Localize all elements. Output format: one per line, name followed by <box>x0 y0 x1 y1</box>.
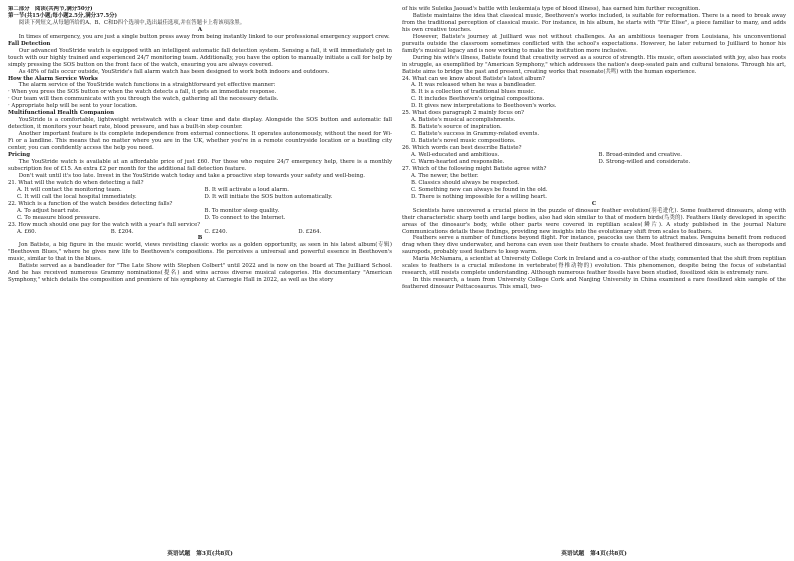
passage-c-paragraph-1: Scientists have uncovered a crucial piece in the puzzle of dinosaur feather evolution(羽毛进化). Some feathered dinosaurs, along with their characteristic sharp teeth and large bodies, also had skin similar to that of modern birds(鸟类的). Feathers likely developed in specific areas of the dinosaur's body, while other parts were covered in reptilian scales(鳞片). A study published in the journal Nature Communications details these findings, providing new insights into the evolutionary shift from scales to feathers. <box>402 207 786 235</box>
alarm-bullet-3: · Appropriate help will be sent to your location. <box>8 103 138 110</box>
option-22-b: B. To monitor sleep quality. <box>204 207 280 214</box>
heading-fall-detection: Fall Detection <box>8 40 51 47</box>
option-24-b: B. It is a collection of traditional blues music. <box>411 89 536 96</box>
question-22-options-row-2 <box>8 215 392 222</box>
question-22-options-row-1 <box>8 208 392 215</box>
passage-c-paragraph-3: Maria McNamara, a scientist at University College Cork in Ireland and a co-author of the study, commented that the shift from reptilian scales to feathers is a crucial milestone in vertebrate(脊椎动物的) evolution. This phenomenon, despite being the focus of substantial research, still resists complete understanding. Although numerous feather fossils have been studied, fossilized skin is extremely rare. <box>402 256 786 277</box>
option-26-d: D. Strong-willed and considerate. <box>598 158 691 165</box>
question-26: 26. Which words can best describe Batiste? <box>402 145 522 152</box>
option-27-d: D. There is nothing impossible for a willing heart. <box>411 193 548 200</box>
health-paragraph-1: YouStride is a comfortable, lightweight wristwatch with a clear time and date display. Alongside the SOS button and automatic fall detection, it monitors your heart rate, blood pressure, and has a built-in step counter. <box>8 117 392 131</box>
option-21-b: B. It will activate a loud alarm. <box>204 186 289 193</box>
option-25-b: B. Batiste's source of inspiration. <box>411 124 502 131</box>
question-26-options-row-2 <box>402 159 786 166</box>
section-title: 第二部分 阅读(共两节,满分50分) <box>8 6 93 12</box>
passage-b-paragraph-3: Batiste maintains the idea that classical music, Beethoven's works included, is suitable for reformation. There is a need to break away from the traditional perception of classical music. For instance, in his album, he starts with "Für Elise", a piece familiar to many, and adds his own creative touches. <box>402 12 786 33</box>
question-21-options-row-2 <box>8 194 392 201</box>
question-26-options-row-1 <box>402 152 786 159</box>
option-21-c: C. It will call the local hospital immediately. <box>17 193 137 200</box>
fall-paragraph-2: As 48% of falls occur outside, YouStride's fall alarm watch has been designed to work both indoors and outdoors. <box>18 68 330 75</box>
option-21-a: A. It will contact the monitoring team. <box>17 186 122 193</box>
question-23: 23. How much should one pay for the watch with a year's full service? <box>8 221 201 228</box>
option-21-d: D. It will initiate the SOS button automatically. <box>204 193 333 200</box>
option-24-a: A. It was released when he was a bandleader. <box>411 82 536 89</box>
alarm-bullet-2: · Our team will then communicate with you through the watch, gathering all the necessary details. <box>8 96 279 103</box>
option-25-a: A. Batiste's musical accomplishments. <box>411 117 516 124</box>
option-27-a: A. The newer, the better. <box>411 172 479 179</box>
question-27: 27. Which of the following might Batiste agree with? <box>402 165 547 172</box>
option-23-d: D. £264. <box>298 228 322 235</box>
footer-page-3: 英语试题 第3页(共8页) <box>167 551 233 557</box>
option-22-a: A. To adjust heart rate. <box>17 207 81 214</box>
fall-paragraph-1: Our advanced YouStride watch is equipped with an intelligent automatic fall detection system. Sensing a fall, it will immediately get in touch with our highly trained and experienced 24/7 monitoring team. Additionally, you have the option to manually initiate a call for help by simply pressing the SOS button on the front face of the watch, ensuring you are always covered. <box>8 47 392 68</box>
passage-b-continuation: of his wife Suleika Jaouad's battle with leukemia(a type of blood illness), has earned him further recognition. <box>402 6 701 12</box>
passage-a-label: A <box>197 26 203 33</box>
option-23-c: C. £240. <box>204 228 228 235</box>
passage-a-intro: In times of emergency, you are just a single button press away from being instantly linked to our professional emergency support crew. <box>18 33 390 40</box>
instruction-text: 阅读下列短文,从每题所给的A、B、C和D四个选项中,选出最佳选项,并在答题卡上将该项涂黑。 <box>18 19 246 26</box>
passage-b-label: B <box>197 235 203 242</box>
alarm-bullet-1: · When you press the SOS button or when the watch detects a fall, it gets an immediate response. <box>8 89 277 96</box>
question-22: 22. Which is a function of the watch besides detecting falls? <box>8 200 173 207</box>
passage-c-label: C <box>591 200 597 207</box>
health-paragraph-2: Another important feature is its complete independence from external connections. It operates autonomously, without the need for Wi-Fi or a landline. This means that no matter where you are in the UK, whether you're in a remote countryside location or a bustling city center, you can confidently access the help you need. <box>8 131 392 152</box>
option-27-b: B. Classics should always be respected. <box>411 179 520 186</box>
page-4-column <box>402 6 786 546</box>
option-24-d: D. It gives new interpretations to Beethoven's works. <box>411 103 557 110</box>
option-26-a: A. Well-educated and ambitious. <box>411 152 500 159</box>
passage-b-paragraph-4: However, Batiste's journey at Juilliard was not without challenges. As an ambitious teenager from Louisiana, his unconventional pursuits outside the classroom sometimes conflicted with the school's expectations. However, he later returned to Juilliard to honor his family's musical legacy and is now working to make the institution more inclusive. <box>402 33 786 54</box>
question-25: 25. What does paragraph 2 mainly focus on? <box>402 110 525 117</box>
page-3-column <box>8 6 392 546</box>
passage-b-paragraph-1: Jon Batiste, a big figure in the music world, views revisiting classic works as a golden opportunity, as seen in his latest album(专辑) "Beethoven Blues," where he gives new life to Beethoven's compositions. He perceives a universal and powerful essence in Beethoven's music, similar to that in the blues. <box>8 242 392 263</box>
option-23-b: B. £204. <box>110 228 134 235</box>
option-26-b: B. Broad-minded and creative. <box>598 152 682 159</box>
heading-alarm-service: How the Alarm Service Works <box>8 75 98 82</box>
question-24: 24. What can we know about Batiste's latest album? <box>402 75 545 82</box>
option-25-c: C. Batiste's success in Grammy-related events. <box>411 131 540 138</box>
question-23-options <box>8 229 392 236</box>
option-22-d: D. To connect to the Internet. <box>204 214 286 221</box>
passage-b-paragraph-2: Batiste served as a bandleader for "The Late Show with Stephen Colbert" until 2022 and is now on the board at The Juilliard School. And he has received numerous Grammy nominations(提名) and wins across diverse musical categories. His documentary "American Symphony," which details the composition and premiere of his symphony at Carnegie Hall in 2022, as well as the story <box>8 263 392 284</box>
pricing-paragraph-2: Don't wait until it's too late. Invest in the YouStride watch today and take a proactive step towards your safety and well-being. <box>18 172 365 179</box>
question-21: 21. What will the watch do when detecting a fall? <box>8 179 144 186</box>
option-23-a: A. £60. <box>17 228 37 235</box>
pricing-paragraph-1: The YouStride watch is available at an affordable price of just £60. For those who require 24/7 emergency help, there is a monthly subscription fee of £15. An extra £2 per month for the additional fall detection feature. <box>8 158 392 172</box>
passage-b-paragraph-5: During his wife's illness, Batiste found that creativity served as a source of strength. His music, often associated with joy, also has roots in struggle, as exemplified by "American Symphony," which addresses the nation's deep-seated pain and cultural tensions. Through his art, Batiste aims to bridge the past and present, creating works that resonate(共鸣) with the human experience. <box>402 54 786 75</box>
footer-page-4: 英语试题 第4页(共8页) <box>561 551 627 557</box>
option-27-c: C. Something new can always be found in the old. <box>411 186 548 193</box>
page-columns <box>8 6 786 546</box>
passage-c-paragraph-4: In this research, a team from University College Cork and Nanjing University in China examined a rare fossilized skin sample of the feathered dinosaur Psittacosaurus. This small, two- <box>402 277 786 291</box>
page-footer <box>8 548 786 557</box>
alarm-paragraph: The alarm service of the YouStride watch functions in a straightforward yet effective manner: <box>18 82 276 89</box>
option-24-c: C. It includes Beethoven's original compositions. <box>411 96 545 103</box>
heading-pricing: Pricing <box>8 152 30 159</box>
passage-c-paragraph-2: Feathers serve a number of functions beyond flight. For instance, peacocks use them to attract mates. Penguins benefit from reduced drag when they dive underwater, and herons can even use their feathers to create shade. Most feathered dinosaurs, such as theropods and sauropods, probably used feathers to keep warm. <box>402 235 786 256</box>
part-title: 第一节(共15小题;每小题2.5分,满分37.5分) <box>8 12 118 19</box>
heading-health-companion: Multifunctional Health Companion <box>8 110 115 117</box>
option-22-c: C. To measure blood pressure. <box>17 214 101 221</box>
option-26-c: C. Warm-hearted and responsible. <box>411 158 505 165</box>
question-21-options-row-1 <box>8 187 392 194</box>
option-25-d: D. Batiste's novel music compositions. <box>411 138 516 145</box>
